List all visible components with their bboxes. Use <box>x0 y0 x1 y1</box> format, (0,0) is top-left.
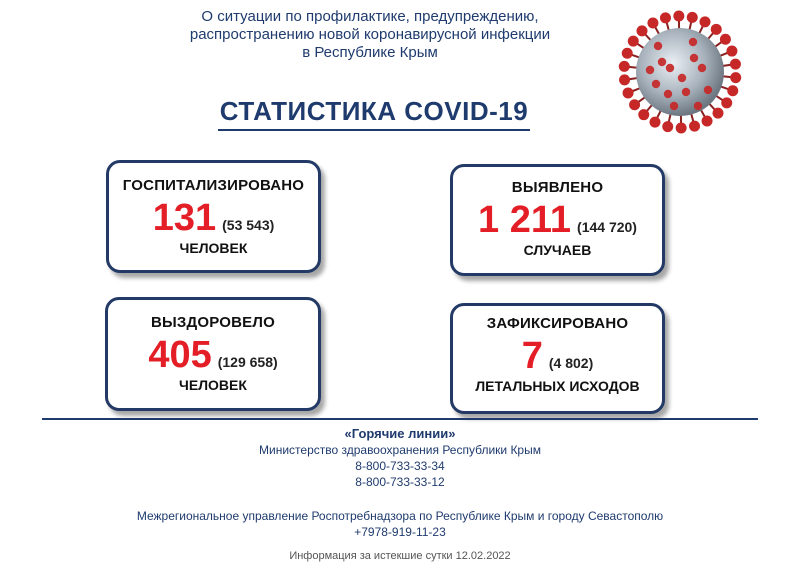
header-line-3: в Республике Крым <box>302 44 438 61</box>
contacts-footer <box>100 426 700 564</box>
detected-total: (144 720) <box>577 219 637 235</box>
detected-label: ВЫЯВЛЕНО <box>511 179 604 196</box>
rospotreb-name: Межрегиональное управление Роспотребнадзора по Республике Крым и городу Севастополю <box>136 509 664 523</box>
recovered-value: 405 <box>148 334 212 376</box>
coronavirus-icon <box>598 6 758 136</box>
report-header <box>150 8 590 62</box>
deaths-value: 7 <box>521 335 543 377</box>
hospitalized-value: 131 <box>152 197 217 239</box>
deaths-unit: ЛЕТАЛЬНЫХ ИСХОДОВ <box>475 378 640 394</box>
card-detected <box>450 164 665 276</box>
card-deaths <box>450 303 665 414</box>
recovered-total: (129 658) <box>217 354 278 370</box>
ministry-name: Министерство здравоохранения Республики Крым <box>259 443 541 457</box>
card-recovered <box>105 297 321 411</box>
hospitalized-unit: ЧЕЛОВЕК <box>179 240 248 256</box>
card-hospitalized <box>106 160 321 273</box>
info-date: Информация за истекшие сутки 12.02.2022 <box>289 550 511 562</box>
recovered-label: ВЫЗДОРОВЕЛО <box>151 314 275 331</box>
detected-value: 1 211 <box>478 199 572 241</box>
detected-unit: СЛУЧАЕВ <box>523 242 592 258</box>
ministry-phone-2: 8-800-733-33-12 <box>355 475 445 489</box>
header-line-1: О ситуации по профилактике, предупреждению, <box>201 8 539 25</box>
deaths-label: ЗАФИКСИРОВАНО <box>486 315 629 332</box>
hospitalized-total: (53 543) <box>222 217 275 233</box>
header-line-2: распространению новой коронавирусной инфекции <box>189 26 551 43</box>
page-title: СТАТИСТИКА COVID-19 <box>218 96 530 131</box>
hotlines-heading: «Горячие линии» <box>344 426 456 441</box>
recovered-unit: ЧЕЛОВЕК <box>179 377 247 393</box>
rospotreb-phone: +7978-919-11-23 <box>354 525 446 539</box>
deaths-total: (4 802) <box>548 355 594 371</box>
hospitalized-label: ГОСПИТАЛИЗИРОВАНО <box>122 177 305 194</box>
ministry-phone-1: 8-800-733-33-34 <box>355 459 445 473</box>
divider <box>42 418 758 420</box>
